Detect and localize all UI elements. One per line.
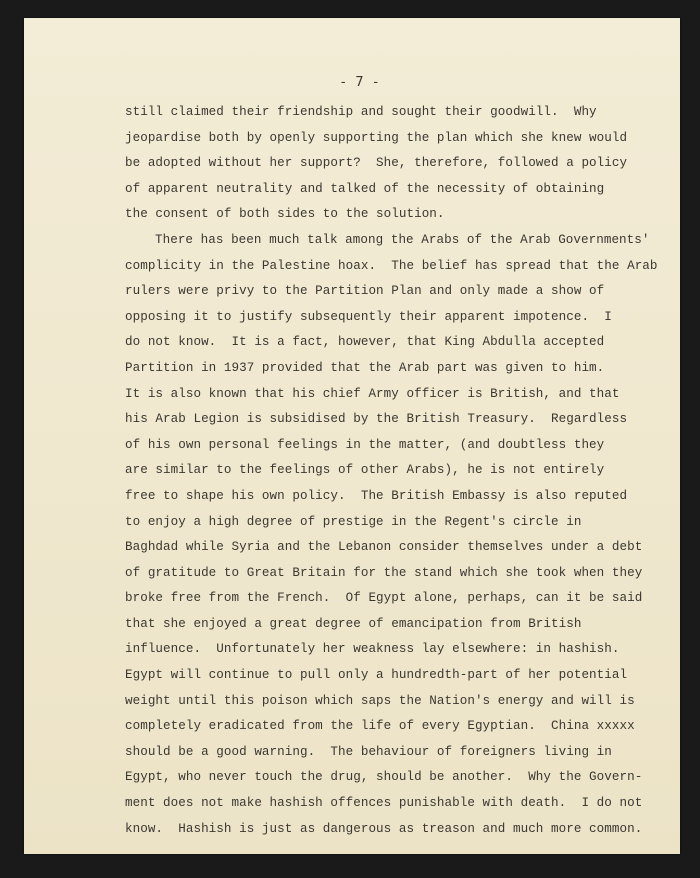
- text-line: still claimed their friendship and sought their goodwill. Why: [125, 105, 597, 119]
- text-line: Baghdad while Syria and the Lebanon consider themselves under a debt: [125, 540, 643, 555]
- text-line: influence. Unfortunately her weakness lay elsewhere: in hashish.: [125, 642, 620, 657]
- text-line: the consent of both sides to the solution.: [125, 207, 445, 222]
- document-page: [24, 18, 680, 854]
- text-line: his Arab Legion is subsidised by the British Treasury. Regardless: [125, 412, 628, 427]
- text-line: rulers were privy to the Partition Plan and only made a show of: [125, 284, 605, 299]
- text-line: opposing it to justify subsequently their apparent impotence. I: [125, 309, 612, 324]
- text-line: There has been much talk among the Arabs of the Arab Governments': [155, 232, 650, 247]
- paragraph: [125, 228, 665, 842]
- text-line: are similar to the feelings of other Arabs), he is not entirely: [125, 463, 605, 478]
- body-text: [125, 100, 665, 842]
- text-line: broke free from the French. Of Egypt alone, perhaps, can it be said: [125, 591, 643, 606]
- text-line: completely eradicated from the life of every Egyptian. China xxxxx: [125, 719, 635, 734]
- text-line: of his own personal feelings in the matter, (and doubtless they: [125, 437, 605, 452]
- text-line: It is also known that his chief Army officer is British, and that: [125, 386, 620, 401]
- text-line: Egypt will continue to pull only a hundredth-part of her potential: [125, 668, 628, 683]
- text-line: Partition in 1937 provided that the Arab part was given to him.: [125, 360, 605, 375]
- text-line: complicity in the Palestine hoax. The belief has spread that the Arab: [125, 258, 658, 273]
- text-line: free to shape his own policy. The British Embassy is also reputed: [125, 488, 628, 503]
- text-line: weight until this poison which saps the Nation's energy and will is: [125, 693, 635, 708]
- text-line: Egypt, who never touch the drug, should be another. Why the Govern-: [125, 770, 643, 785]
- page-number: - 7 -: [339, 74, 380, 90]
- paragraph: [125, 100, 665, 228]
- text-line: of gratitude to Great Britain for the stand which she took when they: [125, 565, 643, 580]
- text-line: jeopardise both by openly supporting the plan which she knew would: [125, 130, 628, 145]
- text-line: do not know. It is a fact, however, that King Abdulla accepted: [125, 335, 605, 350]
- text-line: should be a good warning. The behaviour of foreigners living in: [125, 744, 612, 759]
- text-line: know. Hashish is just as dangerous as treason and much more common.: [125, 821, 643, 836]
- text-line: that she enjoyed a great degree of emancipation from British: [125, 616, 582, 631]
- text-line: be adopted without her support? She, therefore, followed a policy: [125, 156, 628, 171]
- text-line: to enjoy a high degree of prestige in the Regent's circle in: [125, 514, 582, 529]
- text-line: ment does not make hashish offences punishable with death. I do not: [125, 796, 643, 811]
- text-line: of apparent neutrality and talked of the necessity of obtaining: [125, 181, 605, 196]
